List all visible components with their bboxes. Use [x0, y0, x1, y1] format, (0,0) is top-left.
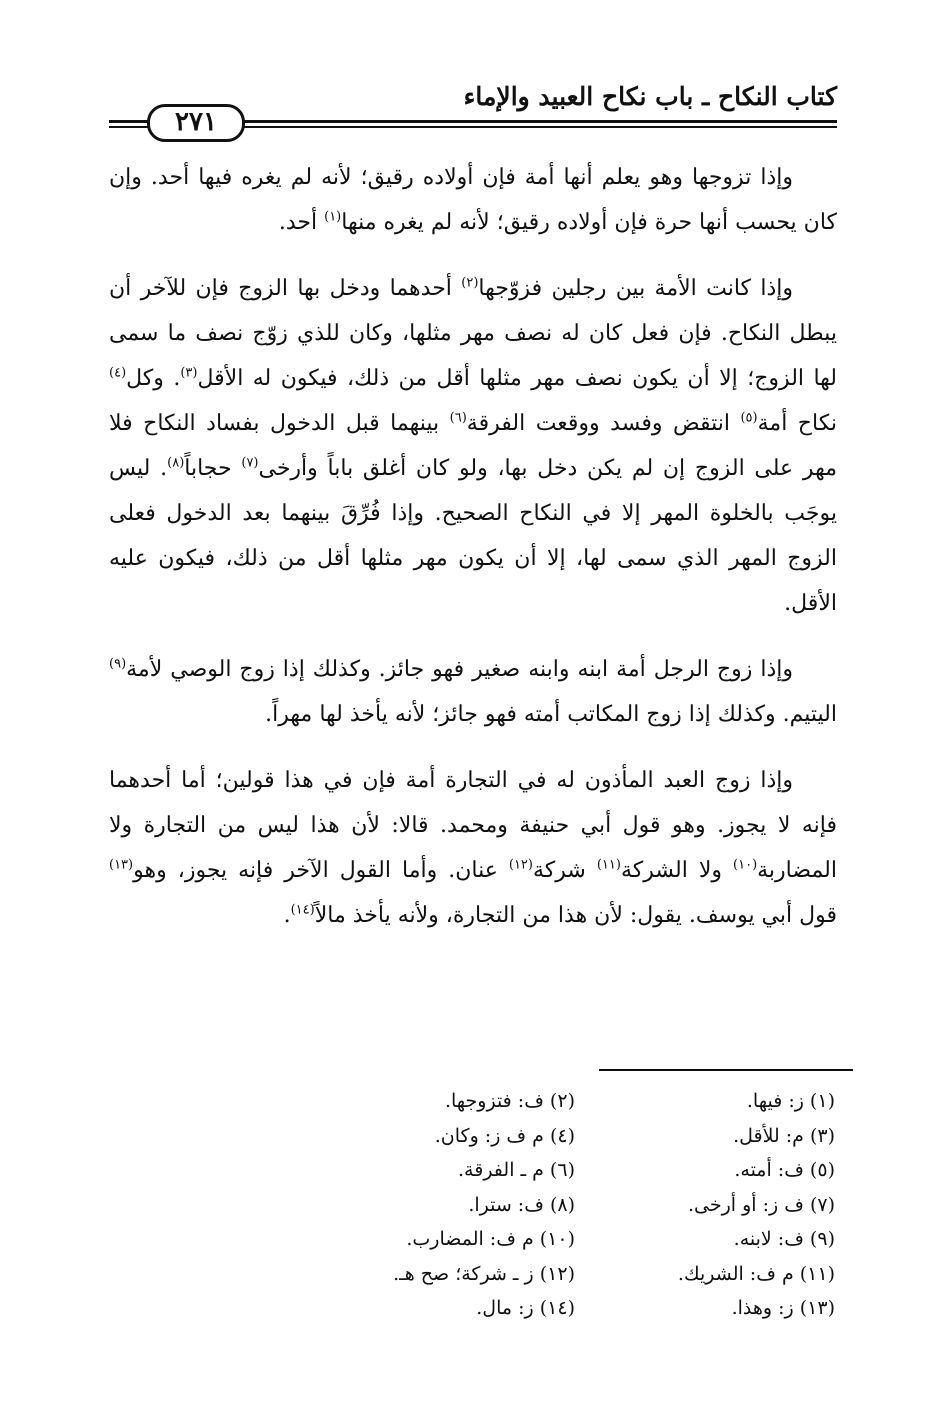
text-run: حجاباً [184, 456, 242, 481]
footnote-marker: (١) [324, 209, 342, 225]
footnote-entry: (٨) ف: سترا. [468, 1193, 575, 1216]
footnote-entry: (٦) م ـ الفرقة. [458, 1159, 575, 1181]
footnote-separator [599, 1069, 853, 1071]
footnote-marker: (٨) [167, 455, 185, 471]
text-run: ولا الشركة [620, 858, 734, 883]
text-run: نكاح أمة [757, 411, 837, 436]
footnotes-right-column [595, 1084, 835, 1326]
footnote-marker: (٢) [461, 275, 479, 291]
text-run: شركة [532, 858, 597, 883]
page-header [109, 80, 837, 135]
footnote-marker: (٤) [109, 365, 127, 381]
text-run: أحدهما ودخل بها الزوج فإن للآخر أن يبطل النكاح. فإن فعل كان له نصف مهر مثلها، وكان للذي زوّج نصف ما سمى لها الزوج؛ إلا أن يكون نصف مهر مثلها أقل من ذلك، فيكون له الأقل [109, 276, 837, 391]
footnote-marker: (١٤) [290, 902, 315, 918]
text-run: . وكل [126, 366, 181, 391]
footnote-entry: (١٠) م ف: المضارب. [406, 1228, 575, 1250]
text-run: عنان. وأما القول الآخر فإنه يجوز، وهو [133, 858, 509, 883]
footnote-entry: (٢) ف: فتزوجها. [444, 1090, 575, 1112]
footnote-entry: (٣) م: للأقل. [733, 1124, 835, 1147]
footnote-marker: (٣) [180, 365, 198, 381]
text-run: وإذا زوج العبد المأذون له في التجارة أمة فإن في هذا قولين؛ أما أحدهما فإنه لا يجوز. وهو قول أبي حنيفة ومحمد. قالا: لأن هذا ليس من التجارة ولا المضاربة [109, 768, 837, 883]
footnote-entry: (١٣) ز: وهذا. [731, 1297, 835, 1319]
running-title: كتاب النكاح ـ باب نكاح العبيد والإماء [463, 82, 837, 111]
footnote-entry: (٤) م ف ز: وكان. [434, 1124, 575, 1147]
footnote-marker: (٥) [740, 410, 758, 426]
footnote-marker: (٦) [449, 410, 467, 426]
footnote-entry: (٧) ف ز: أو أرخى. [687, 1193, 835, 1216]
text-run: . ليس يوجَب بالخلوة المهر إلا في النكاح الصحيح. وإذا فُرِّقَ بينهما بعد الدخول فعلى الزوج المهر الذي سمى لها، إلا أن يكون مهر مثلها أقل من ذلك، فيكون عليه الأقل. [109, 456, 837, 616]
text-run: قول أبي يوسف. يقول: لأن هذا من التجارة، ولأنه يأخذ مالاً [314, 903, 837, 928]
text-run: وإذا زوج الرجل أمة ابنه وابنه صغير فهو جائز. وكذلك إذا زوج الوصي لأمة [126, 657, 793, 682]
paragraph [109, 758, 837, 938]
main-text [109, 155, 837, 959]
footnote-marker: (١٢) [508, 857, 533, 873]
paragraph [109, 266, 837, 626]
paragraph [109, 155, 837, 245]
text-run: أحد. [278, 210, 325, 235]
footnote-entry: (٩) ف: لابنه. [733, 1228, 835, 1250]
footnote-marker: (١٠) [733, 857, 758, 873]
paragraph [109, 647, 837, 737]
footnotes-left-column [335, 1084, 575, 1326]
text-run: وإذا كانت الأمة بين رجلين فزوّجها [478, 276, 793, 301]
footnote-marker: (٧) [241, 455, 259, 471]
text-run: . [283, 903, 291, 928]
page-number: ٢٧١ [147, 104, 245, 142]
footnote-marker: (٩) [109, 656, 127, 672]
text-run: انتقض وفسد ووقعت الفرقة [466, 411, 741, 436]
text-run: اليتيم. وكذلك إذا زوج المكاتب أمته فهو جائز؛ لأنه يأخذ لها مهراً. [265, 702, 837, 727]
text-run: بينهما قبل الدخول بفساد النكاح فلا مهر على الزوج إن لم يكن دخل بها، ولو كان أغلق باباً وأرخى [109, 411, 837, 481]
footnote-entry: (١١) م ف: الشريك. [677, 1262, 835, 1285]
footnote-marker: (١١) [596, 857, 621, 873]
text-run: وإذا تزوجها وهو يعلم أنها أمة فإن أولاده رقيق؛ لأنه لم يغره فيها أحد. وإن كان يحسب أنها حرة فإن أولاده رقيق؛ لأنه لم يغره منها [109, 165, 837, 235]
footnote-entry: (١٤) ز: مال. [476, 1297, 575, 1319]
footnote-entry: (١) ز: فيها. [746, 1090, 835, 1112]
footnote-marker: (١٣) [109, 857, 134, 873]
footnote-entry: (٥) ف: أمته. [734, 1159, 835, 1181]
footnote-entry: (١٢) ز ـ شركة؛ صح هـ. [393, 1262, 575, 1285]
